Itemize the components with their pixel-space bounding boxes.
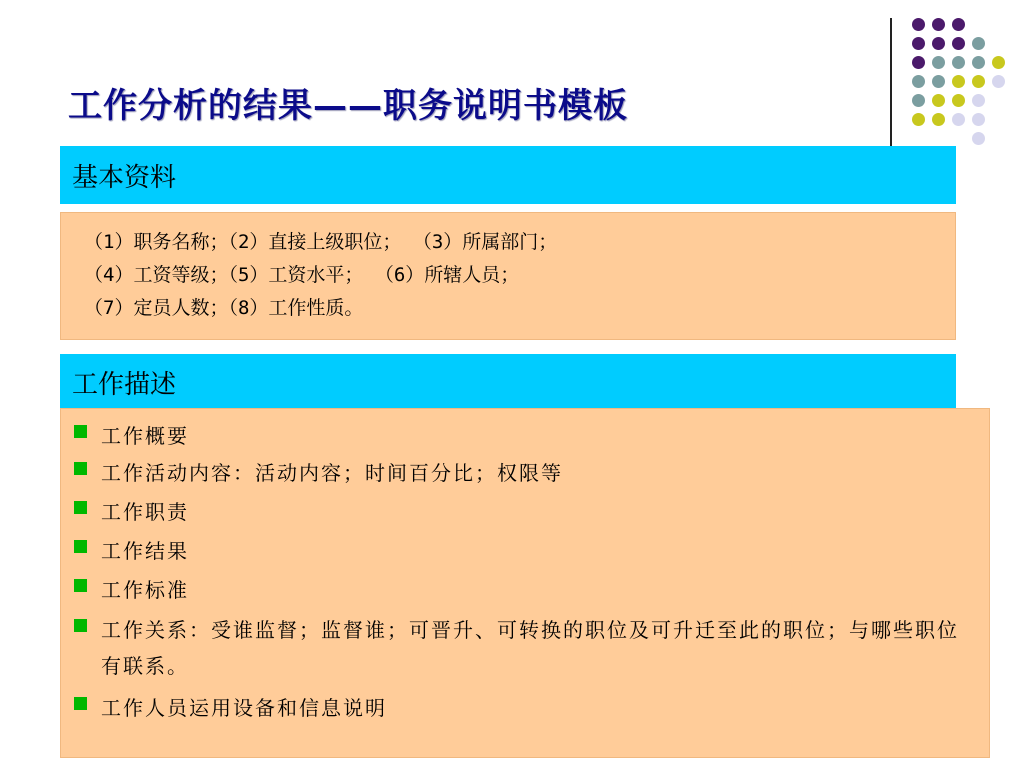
decorative-dot xyxy=(972,113,985,126)
list-item-text: 工作结果 xyxy=(101,539,189,563)
decorative-dot xyxy=(952,75,965,88)
decorative-dot xyxy=(972,75,985,88)
decorative-dot xyxy=(912,113,925,126)
decorative-dot xyxy=(912,75,925,88)
basic-info-line: （1）职务名称；（2）直接上级职位； （3）所属部门； xyxy=(84,231,558,253)
list-item xyxy=(74,690,387,726)
list-item-text: 工作关系：受谁监督；监督谁；可晋升、可转换的职位及可升迁至此的职位；与哪些职位有联系。 xyxy=(101,618,959,678)
bullet-square-icon xyxy=(74,540,87,553)
list-item xyxy=(74,494,189,530)
basic-info-header xyxy=(60,146,956,204)
bullet-square-icon xyxy=(74,501,87,514)
decorative-dot xyxy=(952,94,965,107)
decorative-dot xyxy=(972,94,985,107)
decorative-dot xyxy=(932,94,945,107)
decorative-dot xyxy=(932,56,945,69)
bullet-square-icon xyxy=(74,462,87,475)
job-description-header xyxy=(60,354,956,410)
decorative-dot xyxy=(972,56,985,69)
list-item-text: 工作活动内容：活动内容；时间百分比；权限等 xyxy=(101,461,563,485)
decorative-dot xyxy=(932,37,945,50)
job-description-header-label: 工作描述 xyxy=(72,369,177,400)
decorative-dot xyxy=(912,18,925,31)
decorative-vertical-line xyxy=(890,18,892,146)
decorative-dot xyxy=(952,18,965,31)
decorative-dot xyxy=(952,56,965,69)
basic-info-line: （4）工资等级；（5）工资水平； （6）所辖人员； xyxy=(84,264,520,286)
decorative-dot xyxy=(912,94,925,107)
decorative-dot xyxy=(912,37,925,50)
list-item-text: 工作标准 xyxy=(101,578,189,602)
bullet-square-icon xyxy=(74,579,87,592)
decorative-dot xyxy=(972,132,985,145)
bullet-square-icon xyxy=(74,425,87,438)
bullet-square-icon xyxy=(74,619,87,632)
list-item-text: 工作人员运用设备和信息说明 xyxy=(101,696,387,720)
bullet-square-icon xyxy=(74,697,87,710)
decorative-dot xyxy=(932,75,945,88)
basic-info-line: （7）定员人数；（8）工作性质。 xyxy=(84,297,364,319)
decorative-dot xyxy=(952,113,965,126)
list-item-text: 工作概要 xyxy=(101,424,189,448)
decorative-dot xyxy=(932,113,945,126)
list-item xyxy=(74,455,563,491)
list-item xyxy=(74,612,974,684)
decorative-dot xyxy=(932,18,945,31)
decorative-dot xyxy=(992,75,1005,88)
list-item xyxy=(74,418,189,454)
list-item xyxy=(74,572,189,608)
list-item xyxy=(74,533,189,569)
decorative-dot xyxy=(912,56,925,69)
basic-info-header-label: 基本资料 xyxy=(72,162,177,193)
list-item-text: 工作职责 xyxy=(101,500,189,524)
decorative-dot xyxy=(952,37,965,50)
decorative-dot xyxy=(992,56,1005,69)
decorative-dot xyxy=(972,37,985,50)
slide-title: 工作分析的结果——职务说明书模板 xyxy=(68,86,628,126)
